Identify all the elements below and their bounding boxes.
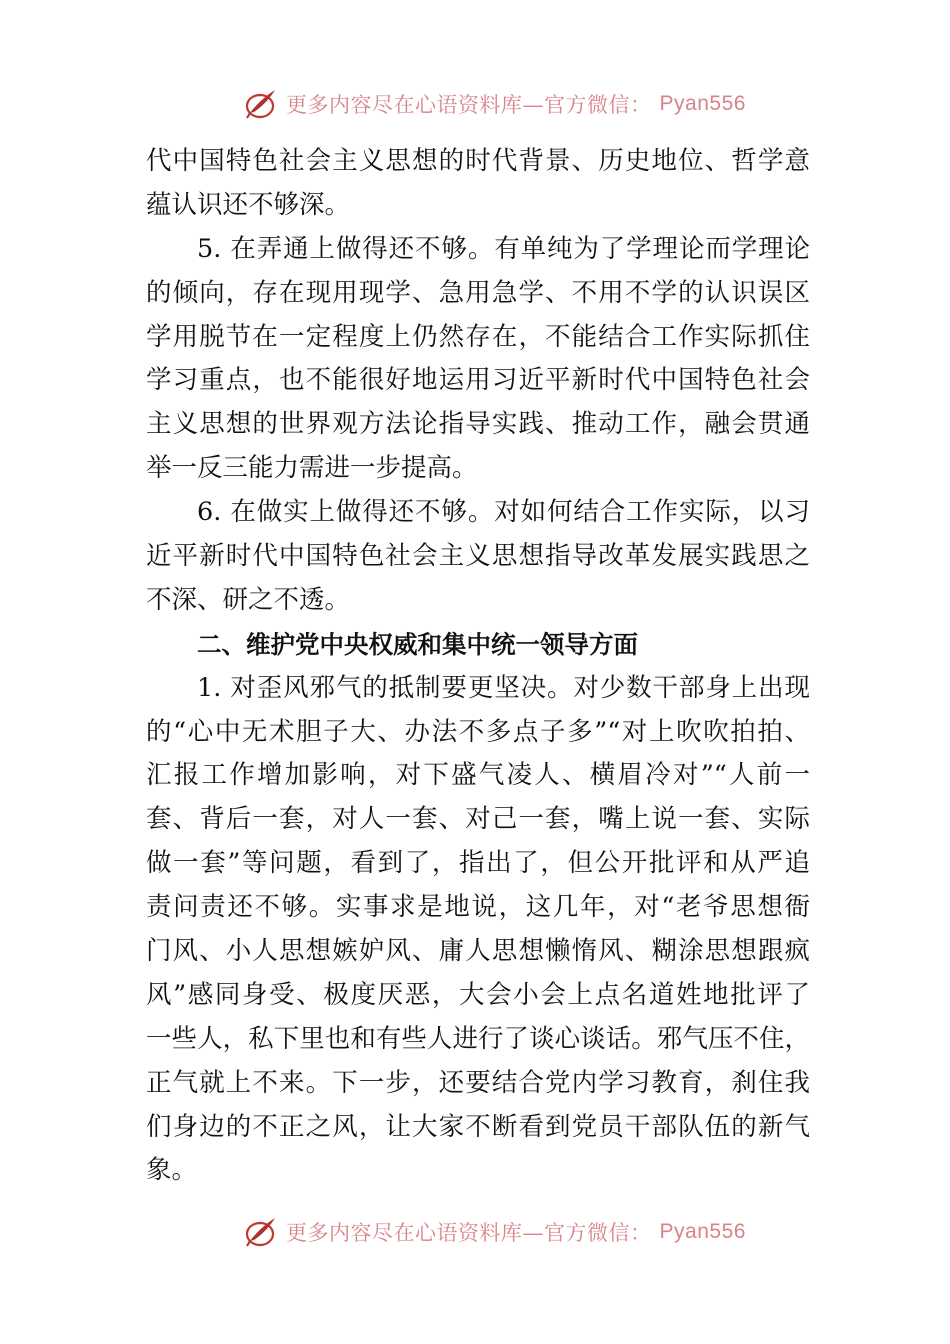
text-line: 主义思想的世界观方法论指导实践、推动工作，融会贯通 <box>146 409 810 440</box>
text-line: 1. 对歪风邪气的抵制要更坚决。对少数干部身上出现 <box>197 672 810 703</box>
text-line: 的“心中无术胆子大、办法不多点子多”“对上吹吹拍拍、 <box>146 716 810 747</box>
text-line: 6. 在做实上做得还不够。对如何结合工作实际，以习 <box>197 497 810 528</box>
quill-logo-icon <box>244 87 278 121</box>
wechat-id: Pyan556 <box>659 1220 746 1243</box>
text-line: 做一套”等问题，看到了，指出了，但公开批评和从严追 <box>146 848 810 879</box>
text-line: 风”感同身受、极度厌恶，大会小会上点名道姓地批评了 <box>146 979 810 1010</box>
text-line: 近平新时代中国特色社会主义思想指导改革发展实践思之 <box>146 541 810 572</box>
watermark-text: 更多内容尽在心语资料库—官方微信： <box>286 93 652 117</box>
text-line: 们身边的不正之风，让大家不断看到党员干部队伍的新气 <box>146 1111 810 1142</box>
document-body <box>146 140 810 1193</box>
footer-watermark-banner <box>0 1212 950 1252</box>
text-line: 一些人，私下里也和有些人进行了谈心谈话。邪气压不住， <box>146 1023 810 1054</box>
text-line: 举一反三能力需进一步提高。 <box>146 453 478 484</box>
text-line: 象。 <box>146 1155 198 1186</box>
header-watermark-banner <box>0 84 950 124</box>
wechat-id: Pyan556 <box>659 92 746 115</box>
text-line: 5. 在弄通上做得还不够。有单纯为了学理论而学理论 <box>197 233 810 264</box>
watermark-text: 更多内容尽在心语资料库—官方微信： <box>286 1221 652 1245</box>
text-line: 学用脱节在一定程度上仍然存在，不能结合工作实际抓住 <box>146 321 810 352</box>
section-heading: 二、维护党中央权威和集中统一领导方面 <box>197 629 638 659</box>
text-line: 套、背后一套，对人一套、对己一套，嘴上说一套、实际 <box>146 804 810 835</box>
text-line: 责问责还不够。实事求是地说，这几年，对“老爷思想衙 <box>146 892 810 923</box>
text-line: 的倾向，存在现用现学、急用急学、不用不学的认识误区 <box>146 277 810 308</box>
text-line: 门风、小人思想嫉妒风、庸人思想懒惰风、糊涂思想跟疯 <box>146 936 810 967</box>
text-line: 蕴认识还不够深。 <box>146 189 351 220</box>
text-line: 代中国特色社会主义思想的时代背景、历史地位、哲学意 <box>146 146 810 176</box>
quill-logo-icon <box>244 1215 278 1249</box>
text-line: 正气就上不来。下一步，还要结合党内学习教育，刹住我 <box>146 1067 810 1098</box>
text-line: 学习重点，也不能很好地运用习近平新时代中国特色社会 <box>146 365 810 396</box>
text-line: 汇报工作增加影响，对下盛气凌人、横眉冷对”“人前一 <box>146 760 810 791</box>
text-line: 不深、研之不透。 <box>146 584 351 615</box>
